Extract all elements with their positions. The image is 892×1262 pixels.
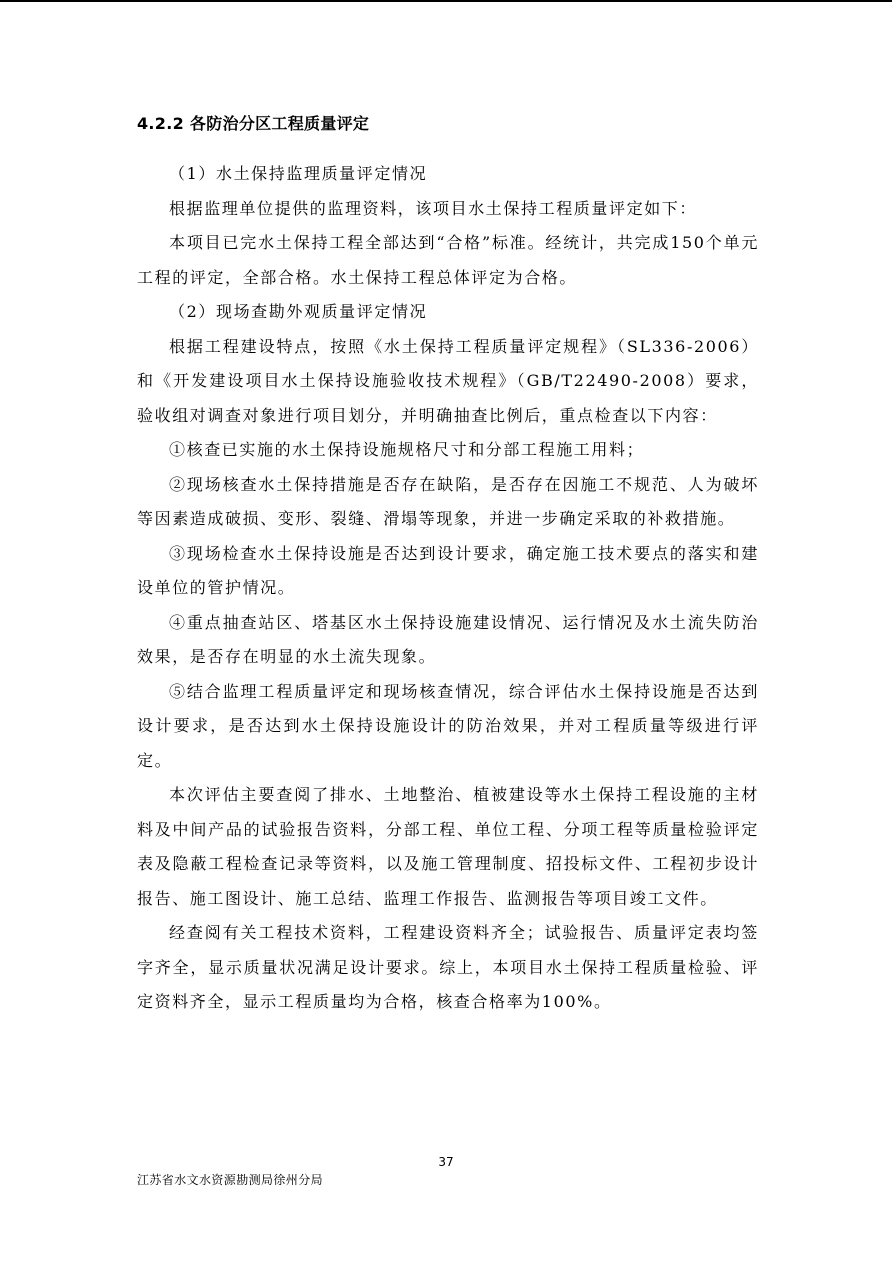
paragraph-subheading-supervision: （1）水土保持监理质量评定情况: [169, 164, 428, 183]
page-top-border: [0, 0, 892, 2]
paragraph-supervision-intro: 根据监理单位提供的监理资料，该项目水土保持工程质量评定如下：: [169, 198, 698, 218]
paragraph-check-item-4: ④重点抽查站区、塔基区水土保持设施建设情况、运行情况及水土流失防治效果，是否存在明显的水土流失现象。: [137, 612, 759, 666]
paragraph-supervision-result: 本项目已完水土保持工程全部达到“合格”标准。经统计，共完成150个单元工程的评定，全部合格。水土保持工程总体评定为合格。: [137, 233, 759, 287]
paragraph-check-item-3: ③现场检查水土保持设施是否达到设计要求，确定施工技术要点的落实和建设单位的管护情况。: [137, 543, 759, 597]
paragraph-subheading-site-inspection: （2）现场查勘外观质量评定情况: [169, 302, 428, 321]
document-body: [137, 112, 759, 1020]
page-number: 37: [438, 1155, 454, 1169]
paragraph-check-item-2: ②现场核查水土保持措施是否存在缺陷，是否存在因施工不规范、人为破坏等因素造成破损、变形、裂缝、滑塌等现象，并进一步确定采取的补救措施。: [137, 474, 759, 528]
paragraph-check-item-1: ①核查已实施的水土保持设施规格尺寸和分部工程施工用料；: [169, 440, 645, 459]
section-heading: 4.2.2 各防治分区工程质量评定: [137, 114, 370, 133]
paragraph-inspection-basis: 根据工程建设特点，按照《水土保持工程质量评定规程》（SL336-2006）和《开发建设项目水土保持设施验收技术规程》（GB/T22490-2008）要求，验收组对调查对象进行项目划分，并明确抽查比例后，重点检查以下内容：: [137, 336, 759, 425]
footer-organization: 江苏省水文水资源勘测局徐州分局: [137, 1173, 324, 1187]
paragraph-documents-reviewed: 本次评估主要查阅了排水、土地整治、植被建设等水土保持工程设施的主材料及中间产品的试验报告资料，分部工程、单位工程、分项工程等质量检验评定表及隐蔽工程检查记录等资料，以及施工管理制度、招投标文件、工程初步设计报告、施工图设计、施工总结、监理工作报告、监测报告等项目竣工文件。: [137, 785, 759, 908]
paragraph-conclusion: 经查阅有关工程技术资料，工程建设资料齐全；试验报告、质量评定表均签字齐全，显示质量状况满足设计要求。综上，本项目水土保持工程质量检验、评定资料齐全，显示工程质量均为合格，核查合格率为100%。: [137, 923, 759, 1011]
paragraph-check-item-5: ⑤结合监理工程质量评定和现场核查情况，综合评估水土保持设施是否达到设计要求，是否达到水土保持设施设计的防治效果，并对工程质量等级进行评定。: [137, 681, 759, 770]
